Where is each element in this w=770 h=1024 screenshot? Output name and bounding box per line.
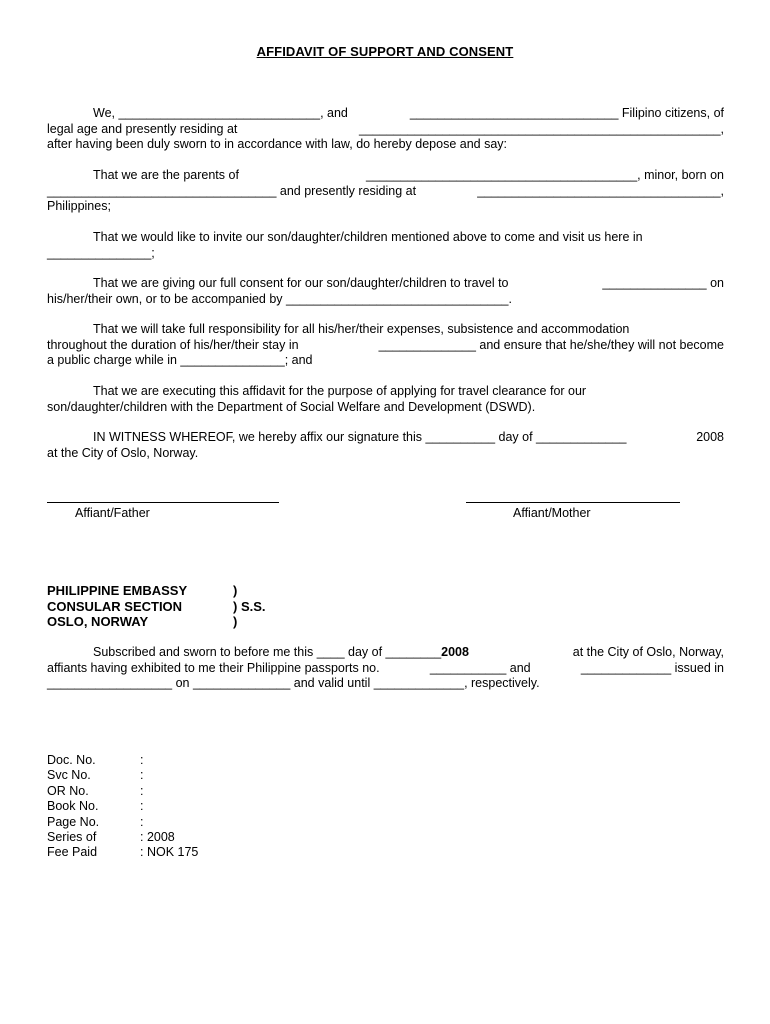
venue-line: OSLO, NORWAY (47, 614, 149, 630)
paragraph-parents (47, 168, 724, 215)
paragraph-witness (47, 430, 724, 461)
text-segment: Subscribed and sworn to before me this ____ day of ________ (93, 645, 442, 659)
register-value: : 2008 (140, 830, 175, 845)
register-label: Book No. (47, 799, 99, 814)
notarial-register-block (47, 753, 198, 861)
paragraph-purpose (47, 384, 724, 415)
venue-row (47, 599, 266, 615)
document-title: AFFIDAVIT OF SUPPORT AND CONSENT (256, 44, 514, 59)
text-segment: _______________ on (602, 276, 724, 290)
text-line: _______________; (47, 245, 155, 260)
register-row (47, 768, 198, 783)
register-row (47, 799, 198, 814)
register-label: Svc No. (47, 768, 91, 783)
text-line: That we will take full responsibility for all his/her/their expenses, subsistence and accommodation (93, 322, 630, 336)
text-line: after having been duly sworn to in accordance with law, do hereby depose and say: (47, 137, 508, 152)
text-segment: ____________________________________________________, (359, 121, 724, 136)
mother-signature-line (466, 502, 680, 503)
text-segment: throughout the duration of his/her/their stay in (47, 337, 299, 352)
text-segment: _______________________________________, minor, born on (366, 168, 724, 182)
register-row (47, 815, 198, 830)
register-value: : (140, 783, 144, 798)
text-segment: at the City of Oslo, Norway, (572, 645, 724, 659)
paragraph-jurat (47, 645, 724, 692)
father-signature-line (47, 502, 279, 503)
text-line (47, 184, 724, 200)
register-row (47, 753, 198, 768)
text-segment: legal age and presently residing at (47, 121, 238, 136)
text-line: his/her/their own, or to be accompanied by ________________________________. (47, 291, 512, 306)
text-line (47, 645, 724, 661)
register-row (47, 830, 198, 845)
register-value: : (140, 799, 144, 814)
text-segment: We, _____________________________, and (93, 106, 348, 120)
register-value: : (140, 768, 144, 783)
text-segment: That we are the parents of (93, 168, 239, 182)
text-line (47, 122, 724, 138)
text-line: at the City of Oslo, Norway. (47, 445, 199, 460)
text-line (47, 430, 724, 446)
text-segment: ______________ and ensure that he/she/they will not become (378, 337, 724, 352)
text-line (47, 168, 724, 184)
venue-line: PHILIPPINE EMBASSY (47, 583, 188, 598)
register-value: : (140, 753, 144, 767)
venue-mark: ) (233, 583, 238, 598)
venue-line: CONSULAR SECTION (47, 598, 183, 614)
text-segment: 2008 (696, 430, 724, 444)
register-value: : NOK 175 (140, 845, 199, 860)
register-label: Fee Paid (47, 845, 98, 860)
text-segment: ___________________________________, (477, 183, 724, 198)
embassy-venue-block (47, 583, 266, 630)
text-segment (93, 645, 469, 661)
venue-mark: ) (233, 614, 238, 630)
venue-mark: ) S.S. (233, 598, 266, 614)
venue-row (47, 614, 266, 630)
paragraph-invite (47, 230, 724, 261)
text-segment: affiants having exhibited to me their Philippine passports no. (47, 660, 380, 675)
register-label: Page No. (47, 814, 100, 829)
text-line: son/daughter/children with the Department of Social Welfare and Development (DSWD). (47, 399, 536, 414)
text-segment: _____________ issued in (580, 660, 724, 675)
mother-signature-label: Affiant/Mother (513, 506, 591, 520)
text-segment: IN WITNESS WHEREOF, we hereby affix our signature this __________ day of _____________ (93, 430, 627, 444)
text-segment: That we are giving our full consent for our son/daughter/children to travel to (93, 276, 509, 290)
paragraph-affiants (47, 106, 724, 153)
register-label: Doc. No. (47, 753, 96, 767)
register-label: Series of (47, 830, 97, 845)
text-line (47, 276, 724, 292)
venue-row (47, 583, 266, 599)
text-line (47, 661, 724, 677)
text-segment: ______________________________ Filipino citizens, of (409, 106, 724, 120)
text-line: __________________ on ______________ and valid until _____________, respectively. (47, 676, 540, 691)
text-segment: ___________ and (429, 660, 531, 675)
text-line (47, 106, 724, 122)
text-line: a public charge while in _______________; and (47, 353, 313, 368)
text-line (47, 338, 724, 354)
register-label: OR No. (47, 783, 89, 798)
register-value: : (140, 814, 144, 829)
register-row (47, 845, 198, 860)
text-line: Philippines; (47, 199, 111, 214)
paragraph-consent (47, 276, 724, 307)
bold-year: 2008 (441, 645, 469, 659)
text-line: That we are executing this affidavit for the purpose of applying for travel clearance for our (93, 384, 587, 398)
father-signature-label: Affiant/Father (75, 506, 150, 520)
register-row (47, 784, 198, 799)
paragraph-responsibility (47, 322, 724, 369)
text-segment: _________________________________ and presently residing at (47, 183, 417, 198)
text-line: That we would like to invite our son/daughter/children mentioned above to come and visit us here in (93, 230, 643, 244)
